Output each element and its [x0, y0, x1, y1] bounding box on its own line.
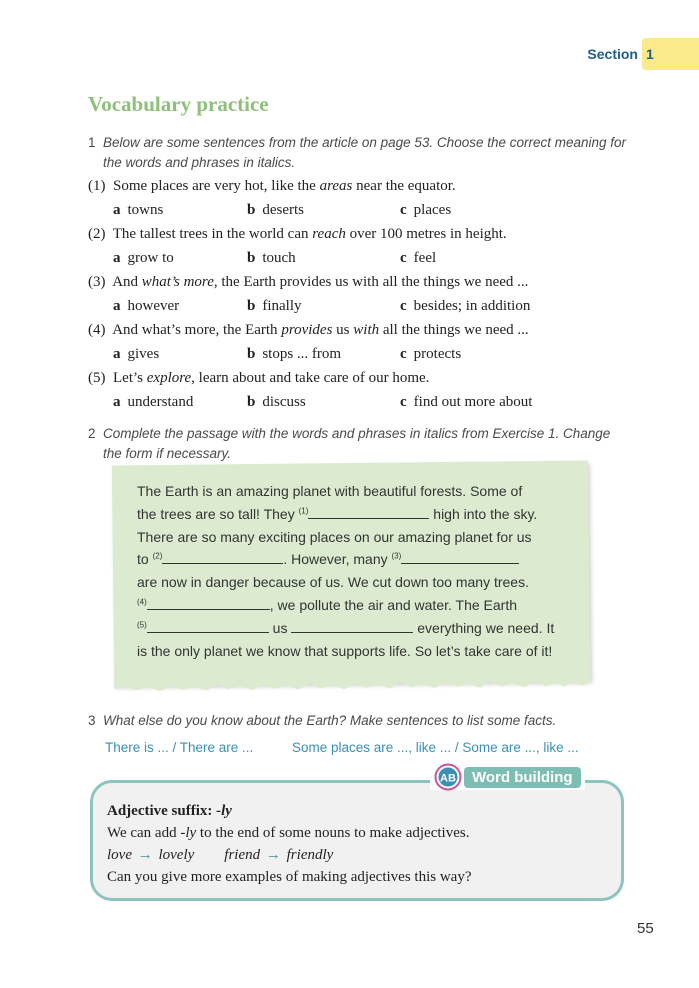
word-building-icon	[434, 763, 462, 791]
option-c[interactable]: c find out more about	[400, 394, 533, 410]
question-5	[88, 368, 429, 388]
sentence-hints	[105, 740, 579, 755]
arrow-icon: →	[265, 847, 281, 863]
blank-number: (2)	[152, 551, 163, 561]
passage-line: is the only planet we know that supports life. So let’s take care of it!	[137, 642, 553, 659]
italic-term: explore	[146, 370, 192, 386]
exercise-number: 1	[88, 135, 96, 150]
option-c[interactable]: c places	[400, 202, 452, 218]
question-text: us	[332, 322, 354, 338]
option-c[interactable]: c besides; in addition	[400, 298, 531, 314]
option-a[interactable]: a understand	[113, 394, 194, 410]
word-building-icon-text: AB	[440, 772, 456, 785]
blank-5b[interactable]	[291, 618, 413, 633]
hint-1: There is ... / There are ...	[105, 740, 254, 755]
word-building-content	[107, 800, 471, 888]
option-a[interactable]: a grow to	[113, 250, 174, 266]
instruction-line: the words and phrases in italics.	[103, 155, 296, 170]
passage-line: to $^{(2)}$ . However, many $^{(3)}$	[137, 548, 577, 571]
arrow-icon: →	[137, 847, 153, 863]
passage-line: $^{(4)}$ , we pollute the air and water. The Earth	[137, 596, 518, 613]
question-4	[88, 320, 529, 340]
passage-line: the trees are so tall! They $^{(1)}$ high into the sky.	[137, 505, 538, 522]
blank-3[interactable]	[401, 549, 519, 564]
exercise-1-instruction	[88, 133, 628, 173]
exercise-3-instruction	[88, 711, 648, 731]
option-b[interactable]: b finally	[247, 298, 302, 314]
passage-line: The Earth is an amazing planet with beautiful forests. Some of	[137, 483, 523, 499]
option-c[interactable]: c protects	[400, 346, 462, 362]
question-text: , learn about and take care of our home.	[191, 370, 430, 386]
word-building-question: Can you give more examples of making adjectives this way?	[107, 869, 472, 885]
question-number: (1)	[88, 178, 106, 194]
passage-text	[137, 480, 577, 662]
option-a[interactable]: a gives	[113, 346, 160, 362]
word-building-label: Word building	[464, 767, 581, 788]
question-text: , the Earth provides us with all the things we need ...	[213, 274, 529, 290]
option-c[interactable]: c feel	[400, 250, 437, 266]
option-a[interactable]: a towns	[113, 202, 164, 218]
blank-number: (3)	[391, 551, 402, 561]
passage-line: are now in danger because of us. We cut down too many trees.	[137, 574, 529, 591]
question-text: Let’s	[113, 370, 147, 386]
italic-term: reach	[312, 226, 346, 242]
word-building-header	[430, 764, 585, 790]
instruction-line: the form if necessary.	[103, 446, 232, 461]
exercise-number: 3	[88, 713, 96, 728]
option-b[interactable]: b touch	[247, 250, 296, 266]
word-building-examples: love → lovely friend → friendly	[107, 847, 334, 863]
section-number: 1	[642, 38, 699, 70]
question-text: And	[112, 274, 142, 290]
italic-term: what’s more	[141, 274, 214, 290]
question-text: over 100 metres in height.	[345, 226, 507, 242]
blank-number: (1)	[298, 506, 309, 516]
option-a[interactable]: a however	[113, 298, 180, 314]
option-b[interactable]: b stops ... from	[247, 346, 342, 362]
blank-5a[interactable]	[147, 618, 269, 633]
page-number: 55	[637, 920, 654, 937]
passage-line: $^{(5)}$ us everything we need. It	[137, 619, 555, 636]
hint-2: Some places are ..., like ... / Some are ..., like ...	[292, 740, 579, 755]
exercise-number: 2	[88, 426, 96, 441]
question-text: Some places are very hot, like the	[113, 178, 320, 194]
question-2	[88, 224, 507, 244]
exercise-2-instruction	[88, 424, 628, 464]
question-3	[88, 272, 528, 292]
blank-1[interactable]	[308, 504, 429, 519]
question-1	[88, 176, 456, 196]
page-title: Vocabulary practice	[88, 92, 269, 116]
torn-edge	[114, 677, 590, 694]
question-number: (2)	[88, 226, 106, 242]
instruction-line: Below are some sentences from the article on page 53. Choose the correct meaning for	[103, 135, 627, 150]
italic-term: areas	[319, 178, 353, 194]
section-label: Section	[587, 46, 638, 62]
question-text: And what’s more, the Earth	[112, 322, 282, 338]
question-number: (5)	[88, 370, 106, 386]
instruction-line: What else do you know about the Earth? Make sentences to list some facts.	[103, 713, 557, 728]
blank-2[interactable]	[162, 549, 283, 564]
blank-number: (5)	[137, 620, 147, 630]
word-building-heading: Adjective suffix: -ly	[107, 803, 232, 819]
option-b[interactable]: b discuss	[247, 394, 306, 410]
question-text: near the equator.	[352, 178, 456, 194]
question-text: all the things we need ...	[379, 322, 529, 338]
option-b[interactable]: b deserts	[247, 202, 304, 218]
word-building-rule: We can add -ly to the end of some nouns to make adjectives.	[107, 825, 470, 841]
blank-4[interactable]	[147, 595, 270, 610]
question-number: (3)	[88, 274, 106, 290]
italic-term: provides	[281, 322, 333, 338]
question-text: The tallest trees in the world can	[112, 226, 313, 242]
italic-term: with	[353, 322, 380, 338]
blank-number: (4)	[137, 597, 147, 607]
passage-line: There are so many exciting places on our amazing planet for us	[137, 528, 532, 545]
section-tab	[587, 38, 699, 70]
question-number: (4)	[88, 322, 106, 338]
instruction-line: Complete the passage with the words and phrases in italics from Exercise 1. Change	[103, 426, 611, 441]
